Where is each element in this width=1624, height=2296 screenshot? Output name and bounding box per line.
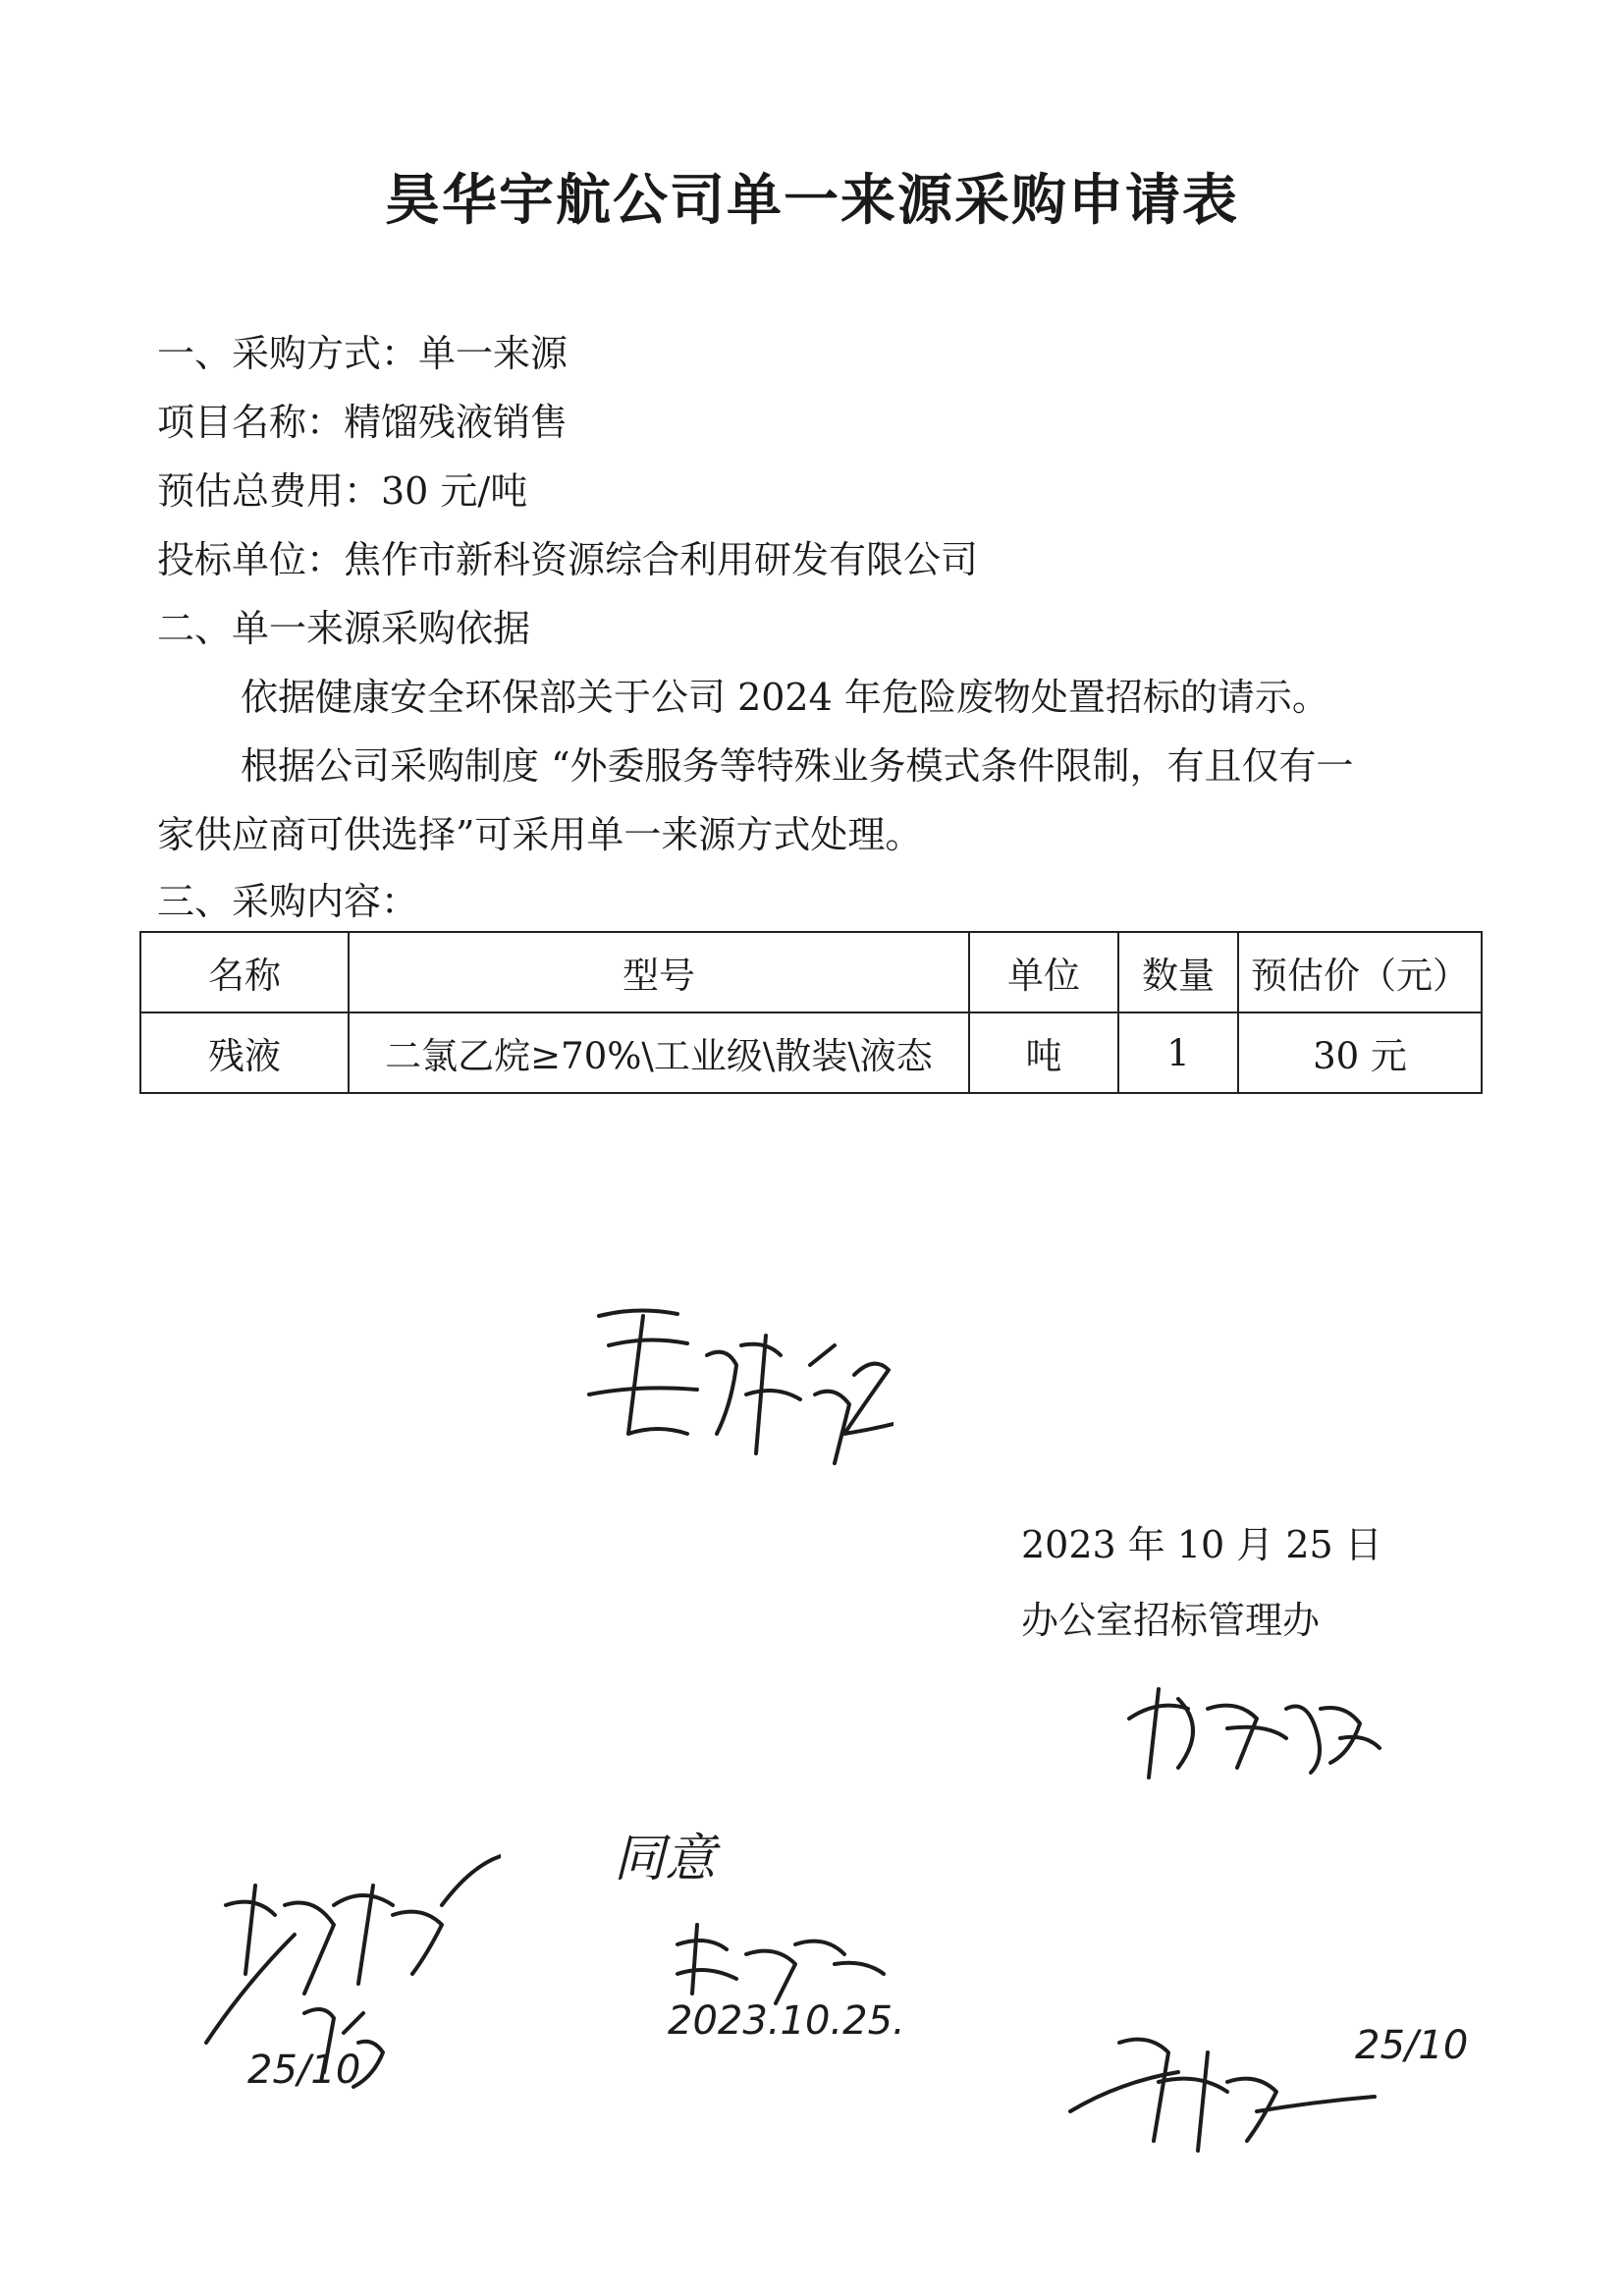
- footer-date: 2023 年 10 月 25 日: [1021, 1523, 1382, 1566]
- table-header: 数量: [1118, 932, 1238, 1012]
- bidder: 投标单位：焦作市新科资源综合利用研发有限公司: [157, 538, 979, 581]
- basis-paragraph-2: 根据公司采购制度 “外委服务等特殊业务模式条件限制，有且仅有一: [241, 744, 1354, 788]
- right-signature-date: 25/10: [1355, 2023, 1469, 2068]
- procurement-method: 一、采购方式：单一来源: [157, 332, 568, 375]
- table-header-row: [140, 932, 1482, 1012]
- table-cell: 吨: [969, 1012, 1118, 1093]
- left-signature-date: 25/10: [247, 2048, 361, 2093]
- project-name: 项目名称：精馏残液销售: [157, 401, 568, 444]
- basis-heading: 二、单一来源采购依据: [157, 607, 531, 650]
- table-header: 预估价（元）: [1238, 932, 1482, 1012]
- table-row: [140, 1012, 1482, 1093]
- approval-date: 2023.10.25.: [668, 1998, 905, 2044]
- table-header: 单位: [969, 932, 1118, 1012]
- table-cell: 二氯乙烷≥70%\工业级\散装\液态: [349, 1012, 969, 1093]
- table-header: 名称: [140, 932, 349, 1012]
- footer-department: 办公室招标管理办: [1021, 1599, 1321, 1642]
- basis-paragraph-2-cont: 家供应商可供选择”可采用单一来源方式处理。: [157, 813, 923, 856]
- content-heading: 三、采购内容：: [157, 880, 419, 923]
- document-title: 昊华宇航公司单一来源采购申请表: [385, 169, 1239, 233]
- signature-2: [1119, 1669, 1384, 1787]
- table-cell: 30 元: [1238, 1012, 1482, 1093]
- approval-text: 同意: [614, 1830, 717, 1888]
- signature-5: [1060, 2013, 1384, 2160]
- table-cell: 残液: [140, 1012, 349, 1093]
- estimated-cost: 预估总费用：30 元/吨: [157, 469, 528, 513]
- table-header: 型号: [349, 932, 969, 1012]
- table-cell: 1: [1118, 1012, 1238, 1093]
- basis-paragraph-1: 依据健康安全环保部关于公司 2024 年危险废物处置招标的请示。: [241, 676, 1329, 719]
- signature-1: [569, 1286, 893, 1483]
- procurement-table: [139, 931, 1483, 1094]
